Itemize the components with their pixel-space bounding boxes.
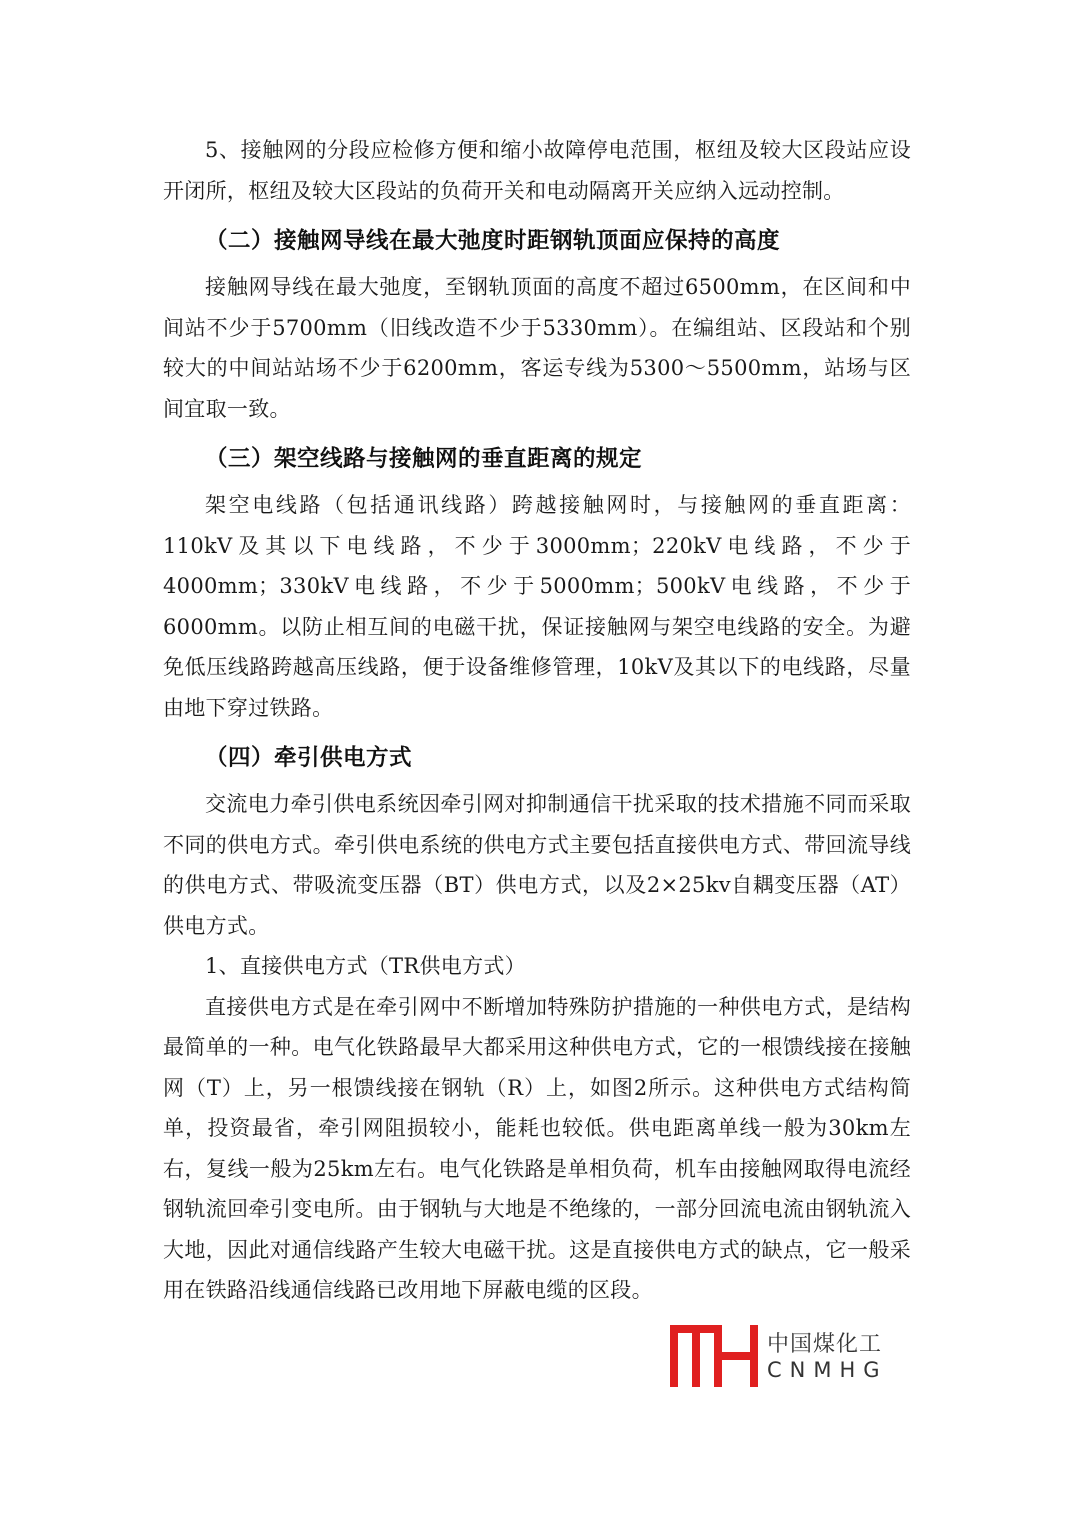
- section-heading: （四）牵引供电方式: [205, 745, 413, 771]
- section-heading: （二）接触网导线在最大弛度时距钢轨顶面应保持的高度: [205, 228, 781, 254]
- paragraph: 接触网导线在最大弛度，至钢轨顶面的高度不超过6500mm，在区间和中间站不少于5700mm（旧线改造不少于5330mm）。在编组站、区段站和个别较大的中间站站场不少于6200mm，客运专线为5300～5500mm，站场与区间宜取一致。: [163, 275, 911, 421]
- paragraph: 5、接触网的分段应检修方便和缩小故障停电范围，枢纽及较大区段站应设开闭所，枢纽及较大区段站的负荷开关和电动隔离开关应纳入远动控制。: [163, 138, 911, 203]
- paragraph: 架空电线路（包括通讯线路）跨越接触网时，与接触网的垂直距离：110kV及其以下电线路，不少于3000mm；220kV电线路，不少于4000mm；330kV电线路，不少于5000mm；500kV电线路，不少于6000mm。以防止相互间的电磁干扰，保证接触网与架空电线路的安全。为避免低压线路跨越高压线路，便于设备维修管理，10kV及其以下的电线路，尽量由地下穿过铁路。: [163, 493, 911, 720]
- logo-mark-icon: [670, 1325, 758, 1387]
- logo-name-en: CNMHG: [767, 1358, 888, 1382]
- section-heading: （三）架空线路与接触网的垂直距离的规定: [205, 446, 643, 472]
- paragraph: 交流电力牵引供电系统因牵引网对抑制通信干扰采取的技术措施不同而采取不同的供电方式。牵引供电系统的供电方式主要包括直接供电方式、带回流导线的供电方式、带吸流变压器（BT）供电方式，以及2×25kv自耦变压器（AT）供电方式。: [163, 792, 911, 938]
- document-body: [163, 130, 911, 1311]
- logo-name-cn: 中国煤化工: [767, 1332, 883, 1357]
- logo: [670, 1325, 890, 1387]
- subheading: 1、直接供电方式（TR供电方式）: [205, 954, 526, 978]
- paragraph: 直接供电方式是在牵引网中不断增加特殊防护措施的一种供电方式，是结构最简单的一种。电气化铁路最早大都采用这种供电方式，它的一根馈线接在接触网（T）上，另一根馈线接在钢轨（R）上，如图2所示。这种供电方式结构简单，投资最省，牵引网阻损较小，能耗也较低。供电距离单线一般为30km左右，复线一般为25km左右。电气化铁路是单相负荷，机车由接触网取得电流经钢轨流回牵引变电所。由于钢轨与大地是不绝缘的，一部分回流电流由钢轨流入大地，因此对通信线路产生较大电磁干扰。这是直接供电方式的缺点，它一般采用在铁路沿线通信线路已改用地下屏蔽电缆的区段。: [163, 994, 911, 1302]
